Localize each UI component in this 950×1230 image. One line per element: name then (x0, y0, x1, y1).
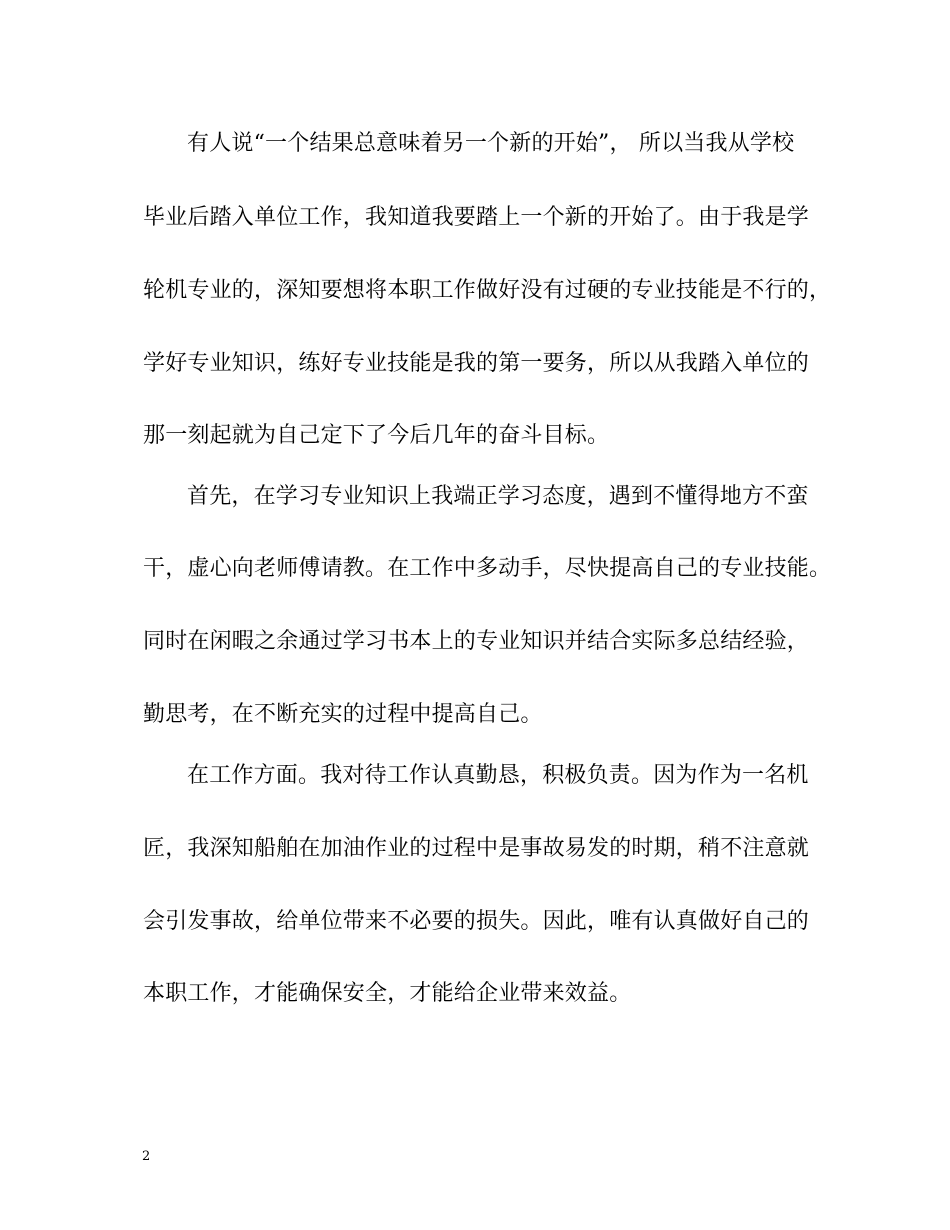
paragraph-3-line-4: 本职工作，才能确保安全，才能给企业带来效益。 (143, 981, 632, 1006)
paragraph-2-line-2: 干，虚心向老师傅请教。在工作中多动手，尽快提高自己的专业技能。 (143, 556, 832, 581)
paragraph-3-line-3: 会引发事故，给单位带来不必要的损失。因此，唯有认真做好自己的 (143, 909, 810, 934)
paragraph-1-line-2: 毕业后踏入单位工作，我知道我要踏上一个新的开始了。由于我是学 (143, 205, 810, 230)
paragraph-3-line-1: 在工作方面。我对待工作认真勤恳，积极负责。因为作为一名机 (187, 763, 809, 788)
paragraph-1-line-5: 那一刻起就为自己定下了今后几年的奋斗目标。 (143, 423, 610, 448)
paragraph-1-line-1: 有人说“一个结果总意味着另一个新的开始”， 所以当我从学校 (187, 131, 795, 156)
paragraph-2-line-4: 勤思考，在不断充实的过程中提高自己。 (143, 702, 543, 727)
paragraph-1-line-4: 学好专业知识，练好专业技能是我的第一要务，所以从我踏入单位的 (143, 351, 810, 376)
paragraph-2-line-3: 同时在闲暇之余通过学习书本上的专业知识并结合实际多总结经验， (143, 629, 810, 654)
paragraph-3-line-2: 匠，我深知船舶在加油作业的过程中是事故易发的时期，稍不注意就 (143, 836, 810, 861)
paragraph-1-line-3: 轮机专业的，深知要想将本职工作做好没有过硬的专业技能是不行的， (143, 278, 832, 303)
page-number: 2 (142, 1149, 151, 1164)
paragraph-2-line-1: 首先，在学习专业知识上我端正学习态度，遇到不懂得地方不蛮 (187, 484, 809, 509)
